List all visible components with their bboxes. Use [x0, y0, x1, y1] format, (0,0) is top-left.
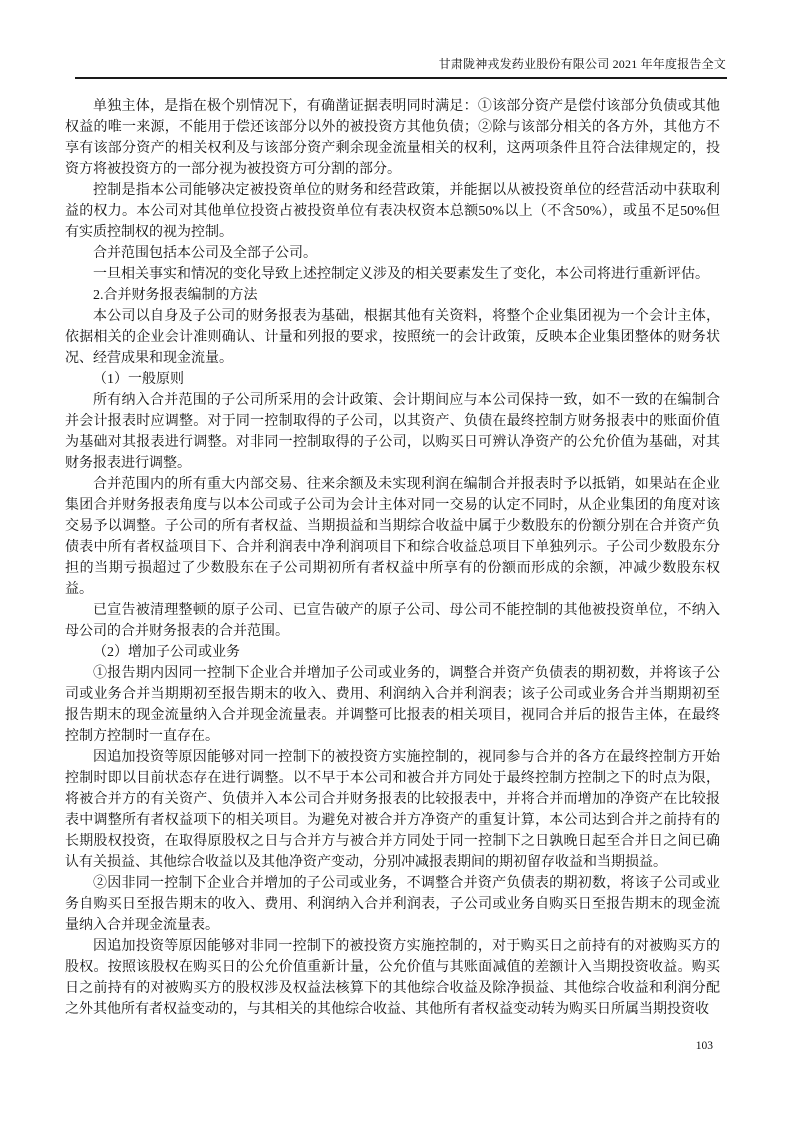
paragraph-non-same-control-merger: ②因非同一控制下企业合并增加的子公司或业务，不调整合并资产负债表的期初数，将该子公司或业务自购买日至报告期末的收入、费用、利润纳入合并利润表，子公司或业务自购买日至报告期末的现金流量纳入合并现金流量表。: [65, 876, 720, 933]
paragraph-additional-investment-same-control: 因追加投资等原因能够对同一控制下的被投资方实施控制的，视同参与合并的各方在最终控制方开始控制时即以目前状态存在进行调整。以不早于本公司和被合并方同处于最终控制方控制之下的时点为限，将被合并方的有关资产、负债并入本公司合并财务报表的比较报表中，并将合并而增加的净资产在比较报表中调整所有者权益项下的相关项目。为避免对被合并方净资产的重复计算，本公司达到合并之前持有的长期股权投资，在取得原股权之日与合并方与被合并方同处于同一控制下之日孰晚日起至合并日之间已确认有关损益、其他综合收益以及其他净资产变动，分别冲减报表期间的期初留存收益和当期损益。: [65, 750, 720, 870]
paragraph-consolidation-scope: 合并范围包括本公司及全部子公司。: [93, 246, 317, 261]
paragraph-additional-investment-non-same-control: 因追加投资等原因能够对非同一控制下的被投资方实施控制的，对于购买日之前持有的对被购买方的股权。按照该股权在购买日的公允价值重新计量，公允价值与其账面减值的差额计入当期投资收益。购买日之前持有的对被购买方的股权涉及权益法核算下的其他综合收益及除净损益、其他综合收益和利润分配之外其他所有者权益变动的，与其相关的其他综合收益、其他所有者权益变动转为购买日所属当期投资收: [65, 939, 720, 1017]
paragraph-single-entity: 单独主体，是指在极个别情况下，有确凿证据表明同时满足：①该部分资产是偿付该部分负债或其他权益的唯一来源，不能用于偿还该部分以外的被投资方其他负债；②除与该部分相关的各方外，其他方不享有该部分资产的相关权利及与该部分资产剩余现金流量相关的权利，这两项条件且符合法律规定的，投资方将被投资方的一部分视为被投资方可分割的部分。: [65, 99, 720, 177]
paragraph-control-definition: 控制是指本公司能够决定被投资单位的财务和经营政策，并能据以从被投资单位的经营活动中获取利益的权力。本公司对其他单位投资占被投资单位有表决权资本总额50%以上（不含50%），或虽不足50%但有实质控制权的视为控制。: [65, 183, 720, 240]
report-title: 甘肃陇神戎发药业股份有限公司 2021 年年度报告全文: [438, 57, 726, 71]
heading-adding-subsidiaries: （2）增加子公司或业务: [93, 645, 240, 660]
paragraph-same-control-merger: ①报告期内因同一控制下企业合并增加子公司或业务的，调整合并资产负债表的期初数，并将该子公司或业务合并当期期初至报告期末的收入、费用、利润纳入合并利润表；该子公司或业务合并当期期初至报告期末的现金流量纳入合并现金流量表。并调整可比报表的相关项目，视同合并后的报告主体，在最终控制方控制时一直存在。: [65, 666, 720, 744]
paragraph-excluded-entities: 已宣告被清理整顿的原子公司、已宣告破产的原子公司、母公司不能控制的其他被投资单位，不纳入母公司的合并财务报表的合并范围。: [65, 603, 720, 639]
heading-consolidation-method: 2.合并财务报表编制的方法: [93, 288, 258, 303]
document-body: [65, 96, 720, 1020]
header-divider: [75, 77, 727, 79]
paragraph-reassessment: 一旦相关事实和情况的变化导致上述控制定义涉及的相关要素发生了变化，本公司将进行重新评估。: [93, 267, 709, 282]
page-header: [75, 57, 726, 72]
paragraph-basis-of-preparation: 本公司以自身及子公司的财务报表为基础，根据其他有关资料，将整个企业集团视为一个会计主体，依据相关的企业会计准则确认、计量和列报的要求，按照统一的会计政策，反映本企业集团整体的财务状况、经营成果和现金流量。: [65, 309, 720, 366]
paragraph-policy-alignment: 所有纳入合并范围的子公司所采用的会计政策、会计期间应与本公司保持一致，如不一致的在编制合并会计报表时应调整。对于同一控制取得的子公司，以其资产、负债在最终控制方财务报表中的账面价值为基础对其报表进行调整。对非同一控制取得的子公司，以购买日可辨认净资产的公允价值为基础，对其财务报表进行调整。: [65, 393, 720, 471]
paragraph-intercompany-offset: 合并范围内的所有重大内部交易、往来余额及未实现利润在编制合并报表时予以抵销，如果站在企业集团合并财务报表角度与以本公司或子公司为会计主体对同一交易的认定不同时，从企业集团的角度对该交易予以调整。子公司的所有者权益、当期损益和当期综合收益中属于少数股东的份额分别在合并资产负债表中所有者权益项目下、合并利润表中净利润项目下和综合收益总项目下单独列示。子公司少数股东分担的当期亏损超过了少数股东在子公司期初所有者权益中所享有的份额而形成的余额，冲减少数股东权益。: [65, 477, 720, 597]
page-number: 103: [695, 1040, 713, 1052]
heading-general-principles: （1）一般原则: [93, 372, 184, 387]
